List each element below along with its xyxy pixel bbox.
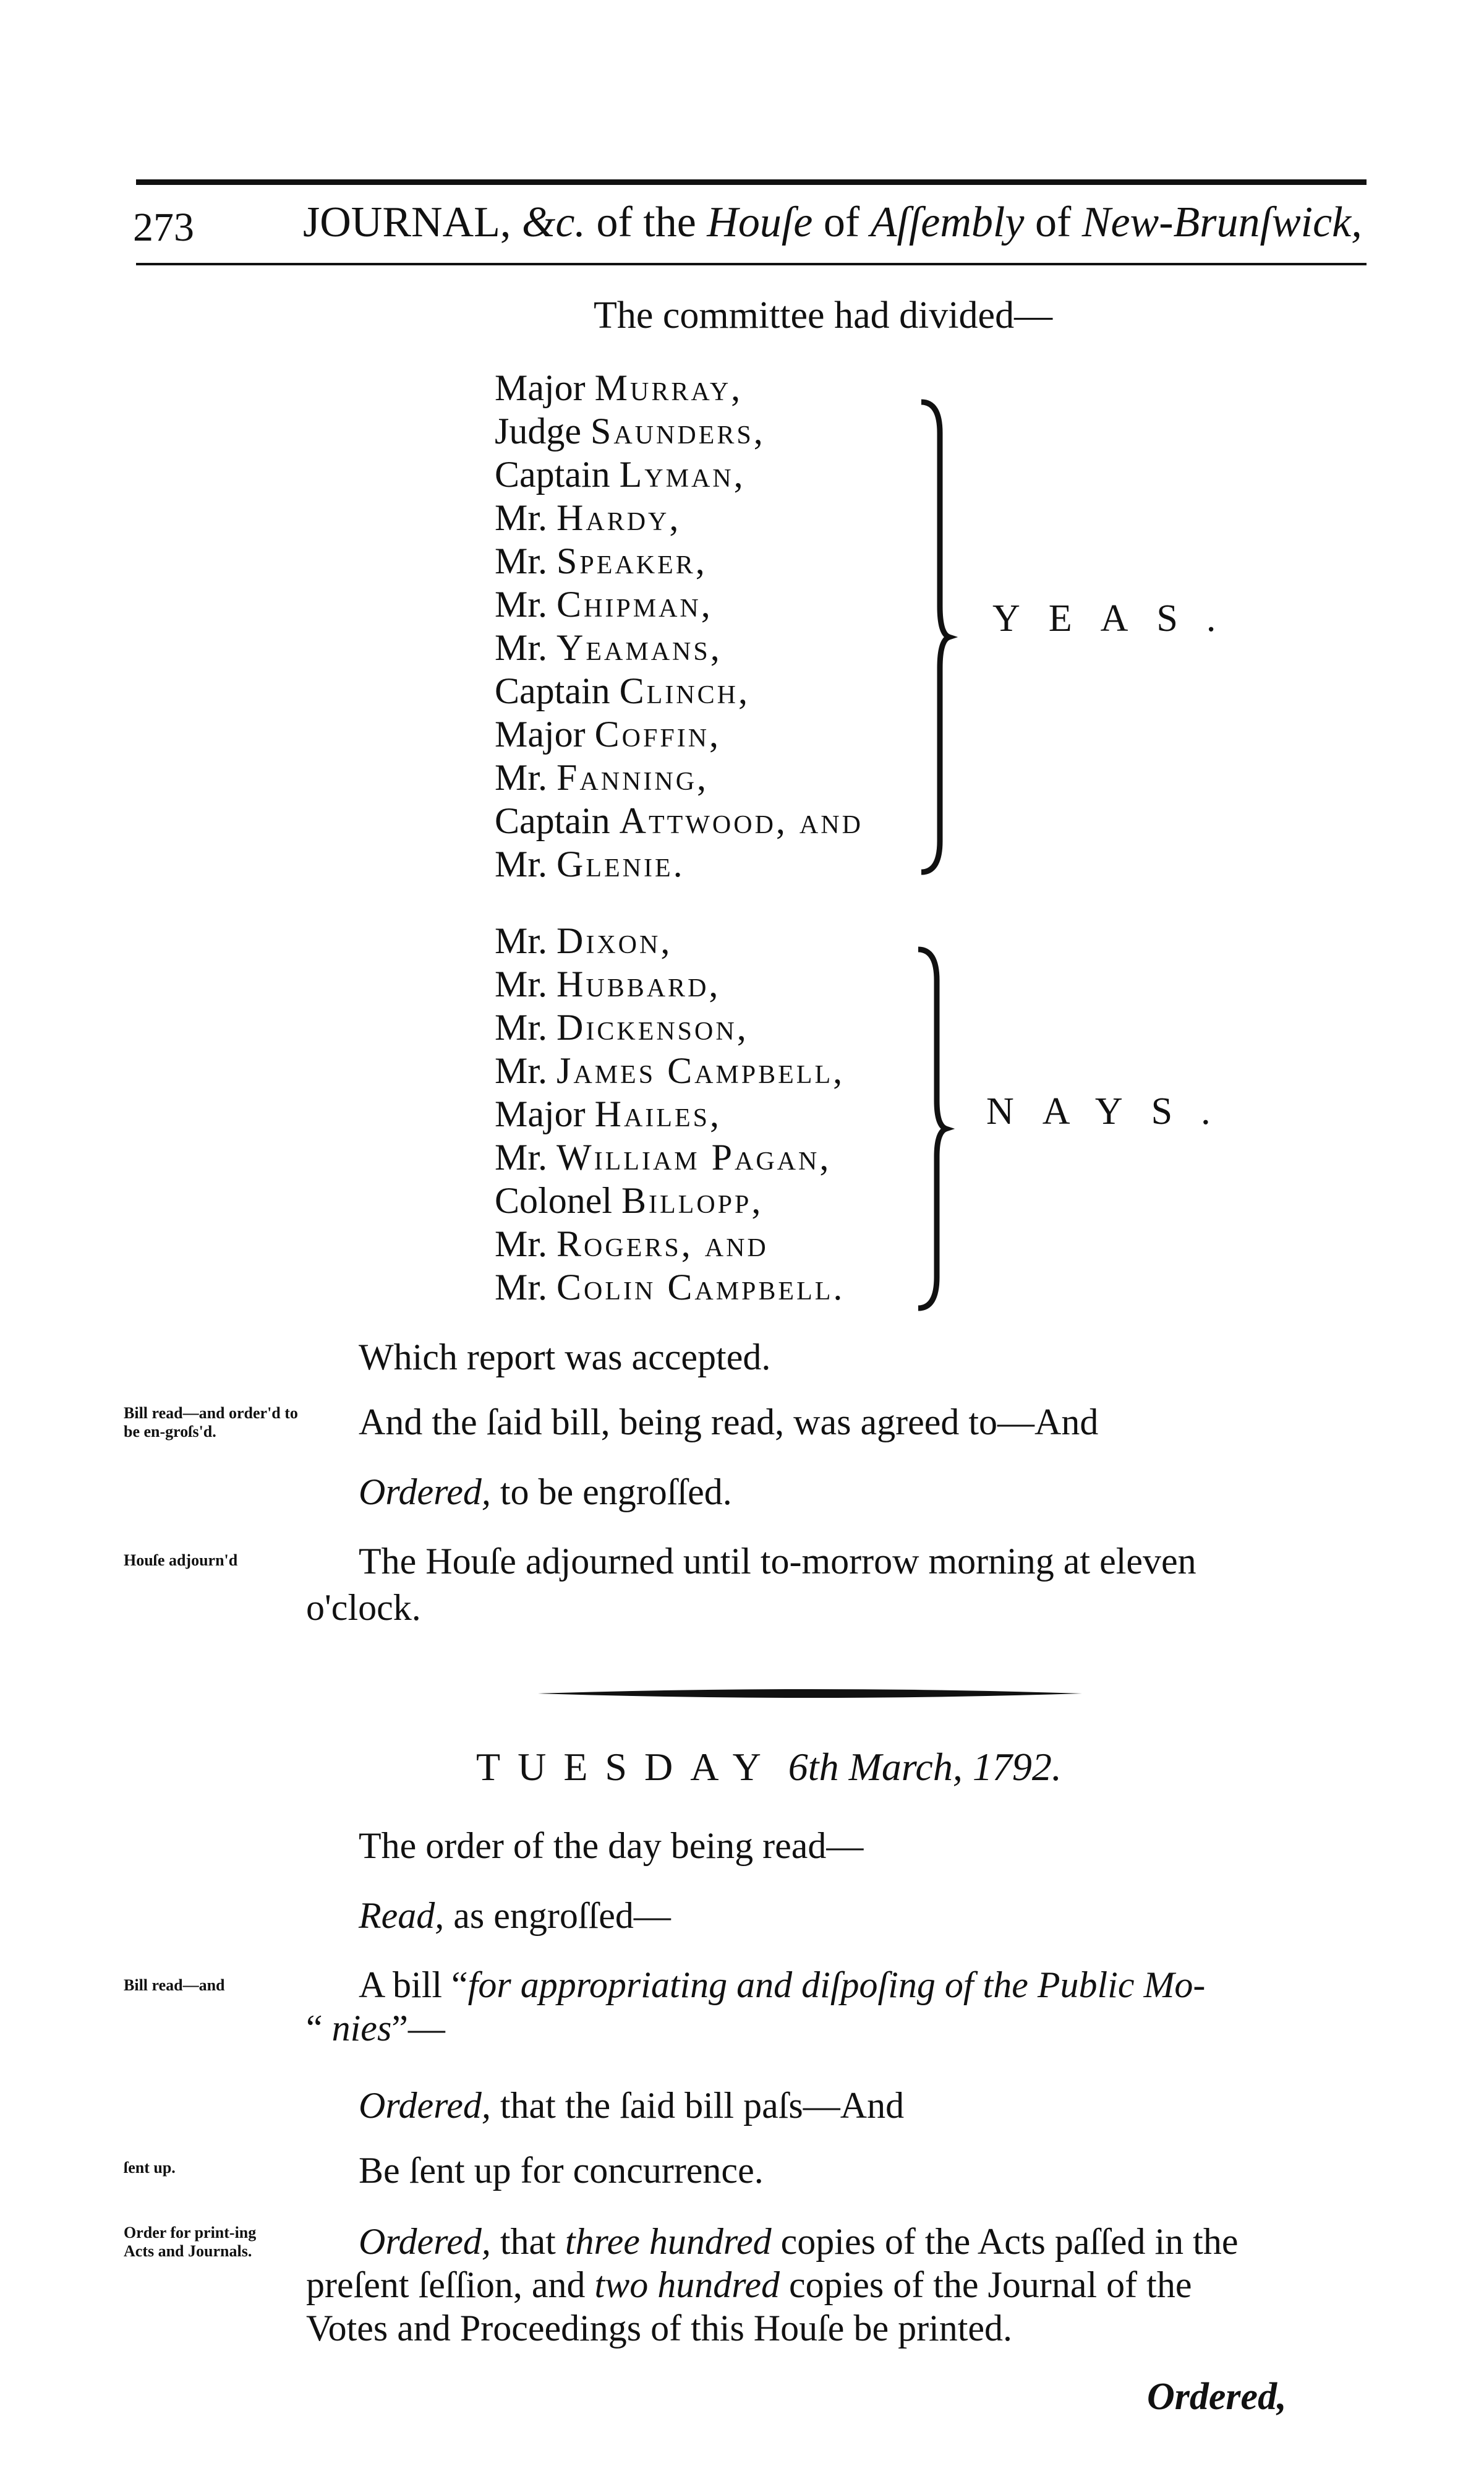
yea-member: Mr. Yeamans, (495, 627, 722, 668)
division-heading: The committee had divided— (594, 294, 1053, 336)
nay-member: Mr. James Campbell, (495, 1050, 845, 1091)
report-accepted: Which report was accepted. (359, 1337, 771, 1377)
margin-note-printing: Order for print-ing Acts and Journals. (124, 2224, 257, 2260)
nays-brace (912, 943, 955, 1314)
yea-member: Captain Attwood, and (495, 800, 863, 841)
yea-member: Judge Saunders, (495, 411, 765, 452)
margin-note-bill-engrossed: Bill read—and order'd to be en-groſs'd. (124, 1404, 298, 1441)
yea-member: Captain Lyman, (495, 454, 746, 495)
bill-pass: Ordered, that the ſaid bill paſs—And (359, 2085, 905, 2126)
nay-member: Mr. Rogers, and (495, 1223, 769, 1264)
nay-member: Mr. Hubbard, (495, 964, 721, 1004)
printing-order-line1: Ordered, that three hundred copies of the Acts paſſed in the (359, 2221, 1239, 2262)
nay-member: Mr. William Pagan, (495, 1137, 832, 1178)
margin-note-sent-up: ſent up. (124, 2159, 176, 2177)
nay-member: Major Hailes, (495, 1094, 722, 1134)
yeas-list (495, 366, 863, 886)
header-top-rule (136, 179, 1367, 185)
nay-member: Mr. Dixon, (495, 920, 673, 961)
nays-list (495, 919, 845, 1309)
yea-member: Mr. Glenie. (495, 844, 685, 884)
yea-member: Mr. Chipman, (495, 584, 713, 625)
yea-member: Captain Clinch, (495, 670, 750, 711)
yea-member: Major Murray, (495, 367, 743, 408)
page-number: 273 (133, 205, 194, 250)
yea-member: Major Coffin, (495, 714, 722, 755)
adjourned-line2: o'clock. (306, 1587, 421, 1628)
nays-label: NAYS. (986, 1090, 1239, 1133)
nay-member: Mr. Dickenson, (495, 1007, 749, 1048)
catchword: Ordered, (1147, 2376, 1287, 2418)
margin-note-bill-read: Bill read—and (124, 1976, 225, 1994)
sent-concurrence: Be ſent up for concurrence. (359, 2150, 764, 2191)
printing-order-line2: preſent ſeſſion, and two hundred copies of the Journal of the (306, 2264, 1192, 2305)
day-heading: TUESDAY 6th March, 1792. (476, 1745, 1062, 1789)
running-title: JOURNAL, &c. of the Houſe of Aſſembly of New-Brunſwick, (303, 199, 1362, 246)
margin-note-house-adjourned: Houſe adjourn'd (124, 1551, 238, 1569)
bill-title-line2: “ nies”— (306, 2008, 445, 2049)
yea-member: Mr. Speaker, (495, 541, 707, 581)
bill-agreed: And the ſaid bill, being read, was agreed to—And (359, 1402, 1099, 1442)
yea-member: Mr. Hardy, (495, 497, 681, 538)
yeas-label: YEAS. (992, 597, 1245, 640)
ordered-engrossed: Ordered, to be engroſſed. (359, 1471, 732, 1512)
order-of-day: The order of the day being read— (359, 1825, 864, 1866)
bill-title-line1: A bill “for appropriating and diſpoſing of the Public Mo- (359, 1964, 1206, 2005)
nay-member: Mr. Colin Campbell. (495, 1267, 845, 1308)
yeas-brace (915, 396, 958, 878)
printing-order-line3: Votes and Proceedings of this Houſe be printed. (306, 2308, 1013, 2349)
yea-member: Mr. Fanning, (495, 757, 709, 798)
section-ornament (538, 1689, 1082, 1698)
read-engrossed: Read, as engroſſed— (359, 1895, 671, 1936)
header-bottom-rule (136, 263, 1367, 265)
adjourned-line1: The Houſe adjourned until to-morrow morning at eleven (359, 1541, 1196, 1582)
nay-member: Colonel Billopp, (495, 1180, 764, 1221)
